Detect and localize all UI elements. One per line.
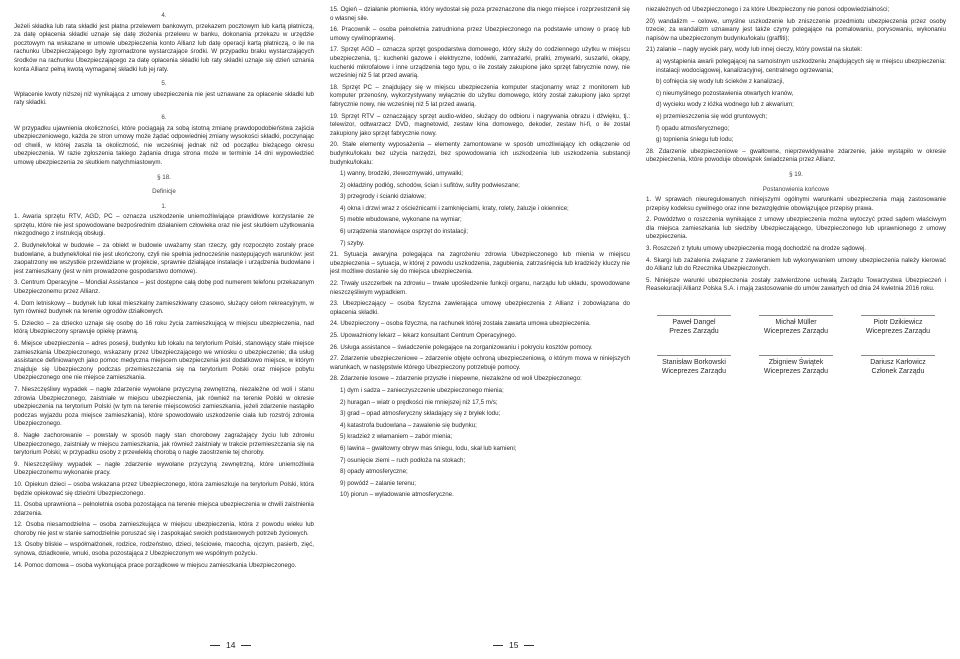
signatory-name: Paweł Dangel <box>672 319 716 327</box>
definition-item: 20. Stałe elementy wyposażenia – elementy zamontowane w sposób umożliwiający ich odłączenie od budynku/lokalu bez użycia narzędzi, bez spowodowania ich uszkodzenia lub uszkodzenia substancji budynku/lokalu: <box>330 141 630 166</box>
signatory-role: Wiceprezes Zarządu <box>763 368 829 376</box>
definition-item: 4. Dom letniskowy – budynek lub lokal mieszkalny zamieszkiwany czasowo, służący celom rekreacyjnym, w tym również budynek na terenie ogrodów działkowych. <box>14 299 314 316</box>
definition-item: 22. Trwały uszczerbek na zdrowiu – trwałe upośledzenie funkcji organu, narządu lub układu, spowodowane nieszczęśliwym wypadkiem. <box>330 280 630 296</box>
sub-item: 1) dym i sadza – zanieczyszczenie ubezpieczonego mienia; <box>340 386 504 394</box>
sub-item: 5) meble wbudowane, wykonane na wymiar; <box>340 216 462 224</box>
definition-item: 21) zalanie – nagły wyciek pary, wody lub innej cieczy, który powstał na skutek: <box>646 46 863 54</box>
final-provision: 2. Powództwo o roszczenia wynikające z umowy ubezpieczenia można wytoczyć przed sądem właściwym dla miejsca zamieszkania lub siedziby Ubezpieczającego, Ubezpieczonego lub uprawnionego z umowy ubezpieczenia. <box>646 216 946 241</box>
sub-item: 2) okładziny podłóg, schodów, ścian i sufitów, sufity podwieszane; <box>340 181 520 189</box>
definition-item: 8. Nagłe zachorowanie – powstały w sposób nagły stan chorobowy zagrażający życiu lub zdrowiu Ubezpieczonego, zaistniały w miejscu zamieszkania, jak również zaistniały w trakcie przemieszczania się na terytorium Polski; w przypadku osoby z przewlekłą chorobą o nagłe zaostrzenie tej choroby. <box>14 431 314 457</box>
paragraph-premium-payment: Jeżeli składka lub rata składki jest płatna przelewem bankowym, przekazem pocztowym lub kartą płatniczą, za datę opłacenia składki uznaje się datę złożenia przelewu w banku, dokonania przekazu w urzędzie pocztowym na wskazane w umowie ubezpieczenia konto Allianz lub datę operacji kartą płatniczą, o ile na rachunku Ubezpieczającego były zgromadzone wystarczające środki. W przypadku braku wystarczających środków na rachunku Ubezpieczającego za datę opłacenia składki lub raty składki uznaje się dzień uznania konta Allianz pełną kwotą wymaganej składki lub jej raty. <box>14 22 314 73</box>
final-provision: 4. Skargi lub zażalenia związane z zawieraniem lub wykonywaniem umowy ubezpieczenia należy kierować do Allianz lub do Rzecznika Ubezpieczonych. <box>646 256 946 273</box>
definition-item: 17. Sprzęt AGD – oznacza sprzęt gospodarstwa domowego, który służy do codziennego użytku w miejscu ubezpieczenia, tj.: kuchenki gazowe i elektryczne, lodówki, zamrażarki, pralki, zmywarki, suszarki, okapy, kuchenki mikrofalowe i inne urządzenia tego typu, o ile zostały zakupione jako sprzęt fabrycznie nowy, nie wcześniej niż 5 lat przed awarią. <box>330 46 630 80</box>
sub-item: 3) grad – opad atmosferyczny składający się z bryłek lodu; <box>340 410 501 418</box>
sub-item: 4) okna i drzwi wraz z ościeżnicami i zamknięciami, kraty, rolety, żaluzje i okiennice; <box>340 204 569 212</box>
sub-item: b) cofnięcia się wody lub ścieków z kanalizacji, <box>656 78 784 86</box>
page-number-right <box>493 640 534 650</box>
signature <box>748 302 844 336</box>
sub-item: 7) szyby. <box>340 239 365 247</box>
column-middle <box>330 6 630 624</box>
signature <box>748 342 844 376</box>
definition-item: 26. Usługa assistance – świadczenie polegające na zorganizowaniu i pokryciu kosztów pomocy. <box>330 343 593 351</box>
definition-item: 16. Pracownik – osoba pełnoletnia zatrudniona przez Ubezpieczonego na podstawie umowy o pracę lub umowy cywilnoprawnej. <box>330 26 630 42</box>
sub-item: d) wycieku wody z łóżka wodnego lub z akwarium; <box>656 101 794 109</box>
signature-line <box>657 315 732 316</box>
page-number-left <box>210 640 251 650</box>
definition-item: 24. Ubezpieczony – osoba fizyczna, na rachunek której została zawarta umowa ubezpieczenia. <box>330 320 591 328</box>
page-number-rule <box>241 645 251 646</box>
definition-item: 13. Osoby bliskie – współmałżonek, rodzice, rodzeństwo, dzieci, teściowie, macocha, ojczym, pasierb, zięć, synowa, dziadkowie, wnuki, osoba pozostająca z Ubezpieczonym we wspólnym pożyciu. <box>14 541 314 558</box>
definition-item: 21. Sytuacja awaryjna polegająca na zagrożeniu zdrowia Ubezpieczonego lub mienia w miejscu ubezpieczenia – sytuacja, w której z powodu uszkodzenia, zagubienia, zatrzaśnięcia lub kradzieży kluczy nie jest możliwe dostanie się do miejsca ubezpieczenia. <box>330 251 630 276</box>
sub-item: c) nieumyślnego pozostawienia otwartych kranów, <box>656 89 794 97</box>
definition-item: 1. Awaria sprzętu RTV, AGD, PC – oznacza uszkodzenie uniemożliwiające prawidłowe korzystanie ze sprzętu, które nie jest spowodowane bezpośrednim działaniem człowieka oraz nie jest skutkiem użytkowania niezgodnego z instrukcją obsługi. <box>14 213 314 238</box>
definition-item: 27. Zdarzenie ubezpieczeniowe – zdarzenie objęte ochroną ubezpieczeniową, o którym mowa w niniejszych warunkach, w następstwie którego Ubezpieczony potrzebuje pomocy. <box>330 355 630 371</box>
final-provision: 3. Roszczeń z tytułu umowy ubezpieczenia mogą dochodzić na drodze sądowej. <box>646 245 867 253</box>
sub-item: f) opadu atmosferycznego; <box>656 124 730 132</box>
definition-item: 25. Upoważniony lekarz – lekarz konsultant Centrum Operacyjnego. <box>330 332 517 339</box>
sub-item: 5) kradzież z włamaniem – zabór mienia; <box>340 433 453 441</box>
sub-item: a) wystąpienia awarii polegającej na samoistnym uszkodzeniu znajdujących się w miejscu ubezpieczenia: instalacji wodociągowej, kanalizacyjnej, centralnego ogrzewania; <box>656 57 946 74</box>
page-number: 15 <box>509 640 519 650</box>
signature-line <box>759 315 834 316</box>
page-number-rule <box>210 645 220 646</box>
signatory-role: Wiceprezes Zarządu <box>661 368 727 376</box>
definition-item: 11. Osoba uprawniona – pełnoletnia osoba pozostająca na terenie miejsca ubezpieczenia w chwili zaistnienia zdarzenia. <box>14 501 314 517</box>
signatory-name: Michał Müller <box>775 319 817 327</box>
signature-line <box>861 315 936 316</box>
sub-item: 2) huragan – wiatr o prędkości nie mniejszej niż 17,5 m/s; <box>340 398 498 406</box>
signatory-name: Piotr Dzikiewicz <box>873 319 923 327</box>
definition-item: 6. Miejsce ubezpieczenia – adres posesji, budynku lub lokalu na terytorium Polski, stanowiący stałe miejsce zamieszkania Ubezpieczonego, wskazany przez Ubezpieczającego we wniosku o ubezpieczenie; dla usług assistance definiowanych jako pomoc medyczna miejscem ubezpieczenia jest dodatkowo miejsce, w którym znajduje się Ubezpieczony podczas przemieszczania się na terytorium Polski oraz miejsce pobytu Ubezpieczonego one nie miejsce zamieszkania. <box>14 340 314 382</box>
definition-item: 28. Zdarzenie ubezpieczeniowe – gwałtowne, nieprzewidywalne zdarzenie, jakie wystąpiło w okresie ubezpieczenia, które powoduje obowiązek świadczenia przez Allianz. <box>646 147 946 164</box>
signature-line <box>861 355 936 356</box>
paragraph-partial-payment: Wpłacenie kwoty niższej niż wynikająca z umowy ubezpieczenia nie jest uznawane za opłacenie składki lub raty składki. <box>14 90 314 107</box>
sub-item: 10) piorun – wyładowanie atmosferyczne. <box>340 491 454 499</box>
definition-item: 20) wandalizm – celowe, umyślne uszkodzenie lub zniszczenie przedmiotu ubezpieczenia przez osoby trzecie; za wandalizm uznawany jest także czyny polegające na pomalowaniu, porysowaniu, wykonaniu napisów na ubezpieczonym budynku/lokalu (graffiti); <box>646 17 946 42</box>
definition-item: 7. Nieszczęśliwy wypadek – nagłe zdarzenie wywołane przyczyną zewnętrzną, niezależne od woli i stanu zdrowia Ubezpieczonego, zaistniałe w miejscu ubezpieczenia, jak również na terenie Polski w okresie ubezpieczenia na terytorium Polski (w tym na terenie miejscowości zamieszkania, jeżeli zdarzenie nastąpiło podczas wyjazdu poza miejsce zamieszkania), które spowodowało uszkodzenie ciała lub rozstrój zdrowia Ubezpieczonego. <box>14 385 314 428</box>
section-number: § 18. <box>157 173 171 181</box>
sub-item: 9) powódź – zalanie terenu; <box>340 479 417 487</box>
definition-item: 18. Sprzęt PC – znajdujący się w miejscu ubezpieczenia komputer stacjonarny wraz z monitorem lub komputer przenośny, wykorzystywany wyłącznie do użytku domowego, który został zakupiony jako sprzęt fabrycznie nowy, nie wcześniej niż 5 lat przed awarią. <box>330 83 630 108</box>
sub-item: g) topnienia śniegu lub lodu; <box>656 136 734 144</box>
section-title: Definicje <box>152 188 176 196</box>
final-provision: 5. Niniejsze warunki ubezpieczenia zostały zatwierdzone uchwałą Zarządu Towarzystwa Ubezpieczeń i Reasekuracji Allianz Polska S.A. i mają zastosowanie do umów zawartych od dnia 24 kwietnia 2016 roku. <box>646 276 946 293</box>
sub-item: e) przemieszczenia się wód gruntowych; <box>656 112 768 120</box>
definition-item: 14. Pomoc domowa – osoba wykonująca prace porządkowe w miejscu zamieszkania Ubezpieczonego. <box>14 561 297 569</box>
definition-item: 3. Centrum Operacyjne – Mondial Assistance – jest dostępne całą dobę pod numerem telefonu przekazanym Ubezpieczonemu przez Allianz. <box>14 279 314 296</box>
definition-item: 28. Zdarzenie losowe – zdarzenie przyszłe i niepewne, niezależne od woli Ubezpieczonego: <box>330 375 582 383</box>
definition-item: 23. Ubezpieczający – osoba fizyczna zawierająca umowę ubezpieczenia z Allianz i zobowiązana do opłacenia składki. <box>330 300 630 316</box>
sub-item: 3) przegrody i ścianki działowe; <box>340 193 426 201</box>
section-number: § 19. <box>789 170 803 178</box>
definition-item: niezależnych od Ubezpieczonego i za które Ubezpieczony nie ponosi odpowiedzialności; <box>646 6 890 13</box>
paragraph-number: 6. <box>161 113 167 121</box>
signature <box>850 302 946 336</box>
paragraph-number: 5. <box>161 80 167 88</box>
section-title: Postanowienia końcowe <box>762 185 830 193</box>
definition-item: 2. Budynek/lokal w budowie – za obiekt w budowie uważamy stan rzeczy, gdy rozpoczęto zostały prace budowlane, a budynek/lokal nie jest ukończony, czyli nie spełnia jednocześnie następujących warunków: jest zaopatrzony we wszystkie przewidziane w projekcie, sprawnie działające instalacje i urządzenia budowlane i jest zamieszkany (jest w nim prowadzone gospodarstwo domowe). <box>14 242 314 275</box>
signature-line <box>759 355 834 356</box>
signatory-role: Wiceprezes Zarządu <box>763 328 829 336</box>
definition-item: 9. Nieszczęśliwy wypadek – nagłe zdarzenie wywołane przyczyną zewnętrzną, które uniemożliwia Ubezpieczonemu wykonanie pracy. <box>14 460 314 477</box>
page-number-rule <box>493 645 503 646</box>
page-number-rule <box>524 645 534 646</box>
sub-item: 7) osunięcie ziemi – ruch podłoża na stokach; <box>340 456 466 464</box>
sub-item: 6) lawina – gwałtowny obryw mas śniegu, lodu, skał lub kamieni; <box>340 444 517 452</box>
definition-item: 5. Dziecko – za dziecko uznaje się osobę do 16 roku życia zamieszkującą w miejscu ubezpieczenia, nad którą Ubezpieczony sprawuje opiekę prawną. <box>14 319 314 336</box>
signatory-role: Członek Zarządu <box>871 368 925 376</box>
signature <box>850 342 946 376</box>
page-number: 14 <box>226 640 236 650</box>
sub-item: 1) wanny, brodziki, zlewozmywaki, umywalki; <box>340 170 463 178</box>
sub-item: 6) urządzenia stanowiące osprzęt do instalacji; <box>340 228 468 236</box>
definition-item: 12. Osoba niesamodzielna – osoba zamieszkująca w miejscu ubezpieczenia, która z powodu wieku lub choroby nie jest w stanie samodzielnie poruszać się i zaspokajać swoich podstawowych potrzeb życiowych. <box>14 521 314 537</box>
definition-item: 10. Opiekun dzieci – osoba wskazana przez Ubezpieczonego, która zamieszkuje na terytorium Polski, która będzie opiekować się dziećmi Ubezpieczonego. <box>14 480 314 497</box>
signature-line <box>657 355 732 356</box>
signatory-role: Wiceprezes Zarządu <box>865 328 931 336</box>
sub-item: 4) katastrofa budowlana – zawalenie się budynku; <box>340 421 477 429</box>
final-provision: 1. W sprawach nieuregulowanych niniejszymi ogólnymi warunkami ubezpieczenia mają zastosowanie przepisy kodeksu cywilnego oraz inne bezwzględnie obowiązujące przepisy prawa. <box>646 196 946 212</box>
paragraph-number: 4. <box>161 12 167 19</box>
sub-item: 8) opady atmosferyczne; <box>340 468 408 476</box>
signatory-role: Prezes Zarządu <box>669 328 719 336</box>
signature-block <box>646 302 946 376</box>
signature <box>646 342 742 376</box>
definition-item: 19. Sprzęt RTV – oznaczający sprzęt audio-wideo, służący do odbioru i nagrywania obrazu i dźwięku, tj.: telewizor, odtwarzacz DVD, magnetowid, zestaw kina domowego, dekoder, zestaw hi-fi, o ile został zakupiony jako sprzęt fabrycznie nowy. <box>330 112 630 137</box>
paragraph-risk-change: W przypadku ujawnienia okoliczności, które pociągają za sobą istotną zmianę prawdopodobieństwa zajścia ubezpieczeniowego, każda ze stron umowy może żądać odpowiedniej zmiany wysokości składki, poczynając od chwili, w której zaszła ta okoliczność, nie wcześniej jednak niż od początku bieżącego okresu ubezpieczenia. W razie zgłoszenia takiego żądania druga strona może w terminie 14 dni wypowiedzieć umowę ubezpieczenia ze skutkiem natychmiastowym. <box>14 124 314 166</box>
signature <box>646 302 742 336</box>
signatory-name: Zbigniew Świątek <box>768 359 824 367</box>
paragraph-number: 1. <box>161 202 167 210</box>
definition-item: 15. Ogień – działanie płomienia, który wydostał się poza przeznaczone dla niego miejsce i rozprzestrzenił się o własnej sile. <box>330 6 630 22</box>
column-right <box>646 6 946 624</box>
page-footer <box>0 640 960 654</box>
signatory-name: Stanisław Borkowski <box>662 359 726 367</box>
column-left <box>14 6 314 624</box>
signatory-name: Dariusz Karłowicz <box>870 359 926 367</box>
